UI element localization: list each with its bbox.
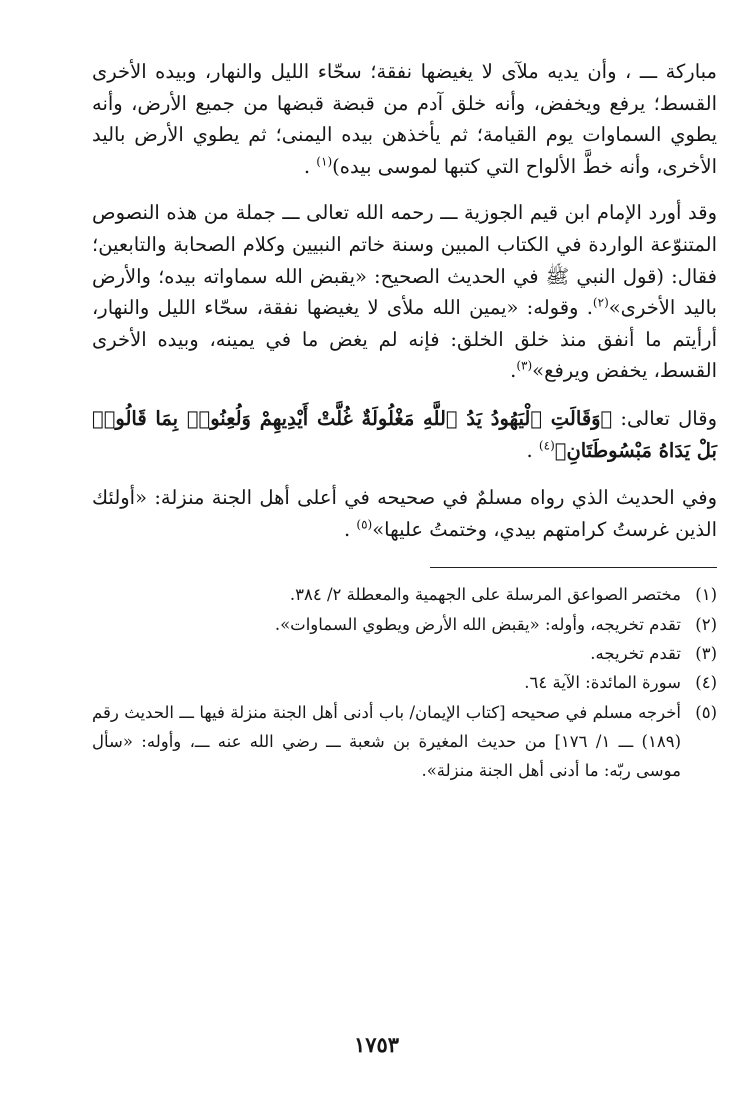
footnote-list	[92, 580, 717, 785]
footnote-item	[92, 580, 717, 609]
paragraph-2	[92, 197, 717, 387]
paragraph-4-end: .	[343, 517, 357, 541]
quran-verse: ﴿وَقَالَتِ ٱلْيَهُودُ يَدُ ٱللَّهِ مَغْلُولَةٌ غُلَّتْ أَيْدِيهِمْ وَلُعِنُوا۟ بِمَا قَالُوا۟ بَلْ يَدَاهُ مَبْسُوطَتَانِ﴾	[92, 406, 717, 462]
footnote-ref-2[interactable]: (٢)	[592, 295, 609, 310]
footnote-item	[92, 639, 717, 668]
footnote-divider	[430, 567, 717, 568]
paragraph-4	[92, 482, 717, 545]
footnote-number: (٤)	[695, 673, 717, 693]
footnote-ref-4[interactable]: (٤)	[538, 438, 555, 453]
footnote-number: (٣)	[695, 643, 717, 663]
paragraph-1-end: .	[303, 154, 317, 178]
footnote-ref-1[interactable]: (١)	[316, 154, 333, 169]
footnote-text: تقدم تخريجه، وأوله: «يقبض الله الأرض ويطوي السماوات».	[274, 614, 681, 634]
page-number: ١٧٥٣	[353, 1032, 400, 1057]
footnote-ref-3[interactable]: (٣)	[516, 358, 533, 373]
footnote-item	[92, 610, 717, 639]
page-body	[92, 56, 717, 785]
paragraph-1-text: مباركة ـــ ، وأن يديه ملآى لا يغيضها نفقة؛ سحّاء الليل والنهار، وبيده الأخرى القسط؛ يرفع ويخفض، وأنه خلق آدم من قبضة قبضها من جميع الأرض، وأنه يطوي السماوات يوم القيامة؛ ثم يأخذهن بيده اليمنى؛ ثم يطوي الأرض باليد الأخرى، وأنه خطَّ الألواح التي كتبها لموسى بيده)	[92, 60, 717, 178]
paragraph-3-lead: وقال تعالى:	[612, 406, 717, 430]
footnote-ref-5[interactable]: (٥)	[356, 517, 373, 532]
paragraph-4-text: وفي الحديث الذي رواه مسلمٌ في صحيحه في أعلى أهل الجنة منزلة: «أولئك الذين غرستُ كرامتهم بيدي، وختمتُ عليها»	[92, 486, 717, 541]
footnote-text: مختصر الصواعق المرسلة على الجهمية والمعطلة ٢/ ٣٨٤.	[289, 585, 681, 605]
paragraph-3	[92, 403, 717, 466]
footnote-text: أخرجه مسلم في صحيحه [كتاب الإيمان/ باب أدنى أهل الجنة منزلة فيها ـــ الحديث رقم (١٨٩) ـــ ١/ ١٧٦] من حديث المغيرة بن شعبة ـــ رضي الله عنه ـــ، وأوله: «سأل موسى ربّه: ما أدنى أهل الجنة منزلة».	[92, 702, 681, 781]
footnote-item	[92, 668, 717, 697]
footnote-number: (٢)	[695, 614, 717, 634]
paragraph-1	[92, 56, 717, 182]
footnote-item	[92, 698, 717, 786]
footnote-text: تقدم تخريجه.	[590, 643, 681, 663]
paragraph-2-text-cont: . وقوله: «يمين الله ملأى لا يغيضها نفقة، سحّاء الليل والنهار، أرأيتم ما أنفق منذ خلق الخلق: فإنه لم يغض ما في يمينه، وبيده الأخرى القسط، يخفض ويرفع»	[92, 296, 717, 383]
paragraph-2-text: وقد أورد الإمام ابن قيم الجوزية ـــ رحمه الله تعالى ـــ جملة من هذه النصوص المتنوّعة الواردة في الكتاب المبين وسنة خاتم النبيين وكلام الصحابة والتابعين؛ فقال: (قول النبي ﷺ في الحديث الصحيح: «يقبض الله سماواته بيده؛ والأرض باليد الأخرى»	[92, 201, 717, 320]
footnote-number: (٥)	[695, 702, 717, 722]
paragraph-3-end: .	[526, 438, 539, 462]
footnote-number: (١)	[695, 585, 717, 605]
paragraph-2-end: .	[510, 359, 517, 383]
footnote-text: سورة المائدة: الآية ٦٤.	[524, 673, 681, 693]
